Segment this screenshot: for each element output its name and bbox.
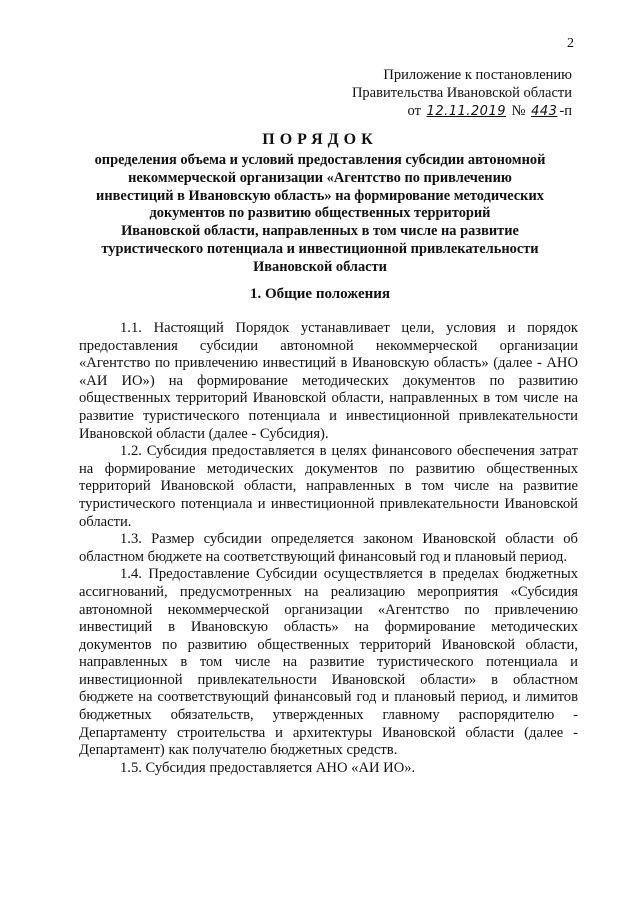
subtitle-line: некоммерческой организации «Агентство по привлечению bbox=[128, 169, 512, 186]
subtitle-line: определения объема и условий предоставления субсидии автономной bbox=[94, 152, 546, 168]
subtitle-line: документов по развитию общественных территорий bbox=[149, 205, 491, 222]
number-suffix: -п bbox=[559, 103, 572, 119]
appendix-date-line bbox=[312, 102, 572, 121]
paragraph-1-5: 1.5. Субсидия предоставляется АНО «АИ ИО». bbox=[120, 759, 416, 776]
paragraph-1-1: 1.1. Настоящий Порядок устанавливает цели, условия и порядок предоставления субсидии автономной некоммерческой организации «Агентство по привлечению инвестиций в Ивановскую область» (далее - АНО «АИ ИО») на формирование методических документов по развитию общественных территорий Ивановской области, направленных в том числе на развитие туристического потенциала и инвестиционной привлекательности Ивановской области (далее - Субсидия). bbox=[79, 320, 578, 442]
subtitle-line: Ивановской области, направленных в том числе на развитие bbox=[121, 223, 519, 240]
number-prefix: № bbox=[511, 103, 526, 119]
subtitle-line: Ивановской области bbox=[253, 258, 387, 275]
appendix-line-1: Приложение к постановлению bbox=[383, 67, 572, 83]
section-heading: 1. Общие положения bbox=[249, 286, 391, 302]
subtitle-line: инвестиций в Ивановскую область» на формирование методических bbox=[96, 187, 544, 204]
title-word: ПОРЯДОК bbox=[262, 131, 378, 148]
paragraph-1-2: 1.2. Субсидия предоставляется в целях финансового обеспечения затрат на формирование методических документов по развитию общественных территорий Ивановской области, направленных в том числе на развитие туристического потенциала и инвестиционной привлекательности Ивановской области. bbox=[79, 443, 578, 530]
section-body bbox=[79, 320, 578, 777]
subtitle-line: туристического потенциала и инвестиционной привлекательности bbox=[101, 240, 539, 257]
handwritten-date: 12.11.2019 bbox=[426, 104, 506, 119]
document-title bbox=[70, 130, 570, 277]
appendix-block bbox=[312, 66, 572, 121]
paragraph-1-4: 1.4. Предоставление Субсидии осуществляется в пределах бюджетных ассигнований, предусмотренных на реализацию мероприятия «Субсидия автономной некоммерческой организации «Агентство по привлечению инвестиций в Ивановскую область» на формирование методических документов по развитию общественных территорий Ивановской области, направленных в том числе на развитие туристического потенциала и инвестиционной привлекательности Ивановской области» в областном бюджете на соответствующий финансовый год и плановый период, и лимитов бюджетных обязательств, утвержденных главному распорядителю - Департаменту строительства и архитектуры Ивановской области (далее - Департамент) как получателю бюджетных средств. bbox=[79, 566, 578, 759]
date-prefix: от bbox=[407, 103, 421, 119]
page-number: 2 bbox=[567, 36, 574, 51]
handwritten-number: 443 bbox=[531, 104, 558, 119]
appendix-line-2: Правительства Ивановской области bbox=[351, 85, 572, 101]
paragraph-1-3: 1.3. Размер субсидии определяется законом Ивановской области об областном бюджете на соответствующий финансовый год и плановый период. bbox=[79, 531, 578, 565]
title-subtitle bbox=[70, 152, 570, 277]
